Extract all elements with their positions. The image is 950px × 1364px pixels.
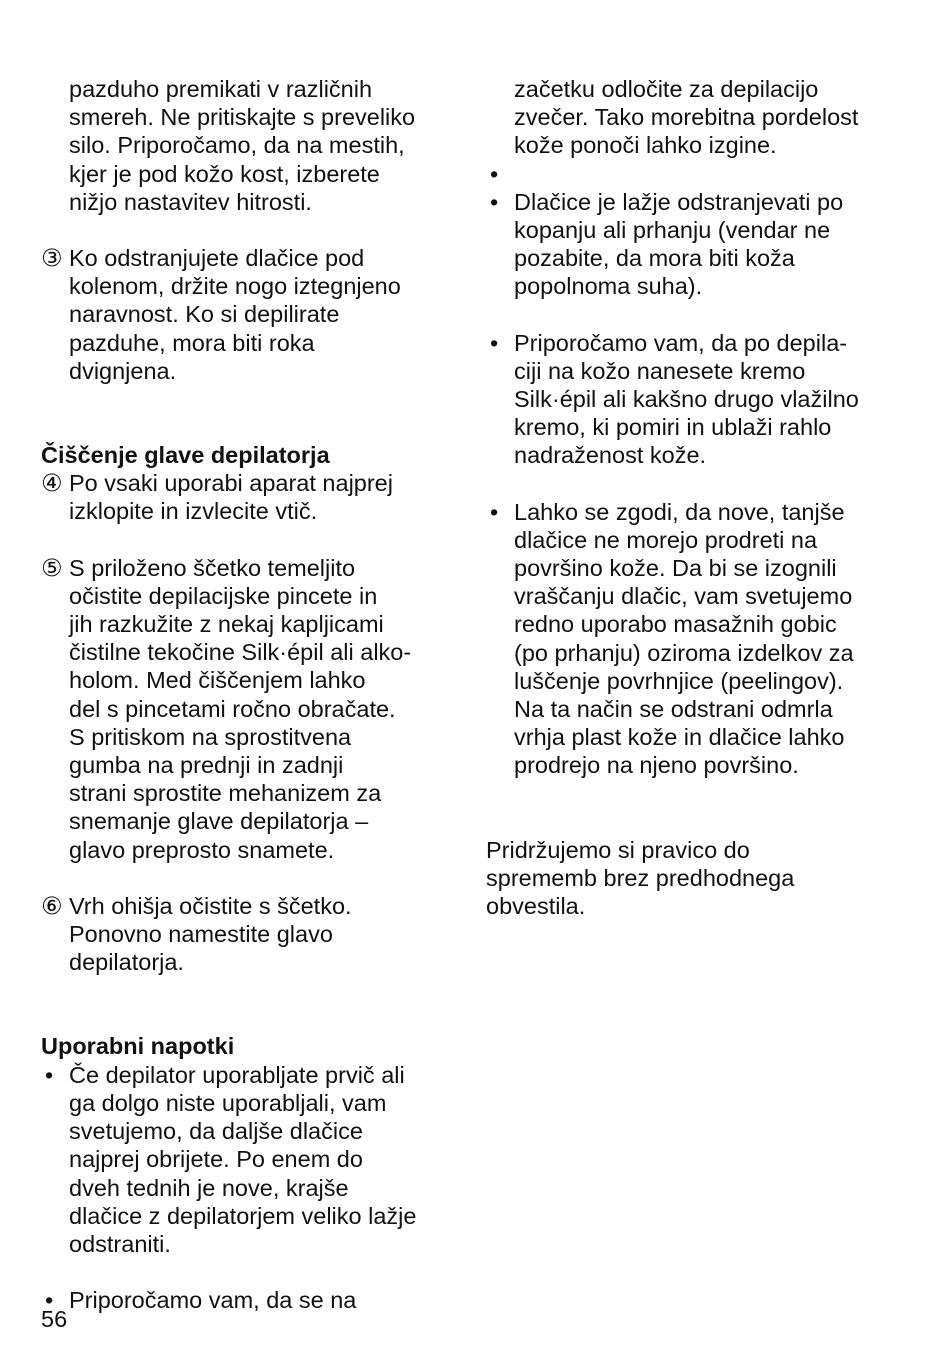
bullet-marker: • — [490, 160, 499, 187]
text-line: silo. Priporočamo, da na mestih, — [69, 132, 405, 159]
text-line: Na ta način se odstrani odmrla — [514, 696, 833, 723]
text-line: očistite depilacijske pincete in — [69, 582, 378, 609]
text-line: dveh tednih je nove, krajše — [69, 1174, 349, 1201]
text-line: kože ponoči lahko izgine. — [514, 132, 777, 159]
text-line: pazduho premikati v različnih — [69, 76, 373, 102]
text-line: najprej obrijete. Po enem do — [69, 1146, 363, 1173]
text-line: (po prhanju) oziroma izdelkov za — [514, 639, 854, 666]
bullet-marker: • — [490, 188, 499, 215]
text-line: vrhja plast kože in dlačice lahko — [514, 724, 845, 751]
bullet-marker: • — [45, 1061, 54, 1088]
continuation-paragraph — [486, 75, 906, 160]
text-line: del s pincetami ročno obračate. — [69, 695, 396, 722]
text-line: gumba na prednji in zadnji — [69, 752, 344, 779]
tips-heading: Uporabni napotki — [41, 1033, 235, 1060]
text-line: holom. Med čiščenjem lahko — [69, 667, 366, 694]
text-line: Vrh ohišja očistite s ščetko. — [69, 892, 352, 919]
text-line: naravnost. Ko si depilirate — [69, 301, 340, 328]
text-line: depilatorja. — [69, 949, 184, 976]
text-line: kremo, ki pomiri in ublaži rahlo — [514, 414, 832, 441]
bullet-marker: • — [490, 329, 499, 356]
bullet-marker: • — [45, 1287, 54, 1314]
text-line: snemanje glave depilatorja – — [69, 808, 369, 835]
text-line: obvestila. — [486, 893, 586, 920]
text-line: Pridržujemo si pravico do — [486, 836, 750, 863]
tip-2-paragraph — [41, 1286, 451, 1314]
text-line: popolnoma suha). — [514, 273, 703, 300]
text-line: kopanju ali prhanju (vendar ne — [514, 217, 831, 244]
text-line: dlačice z depilatorjem veliko lažje — [69, 1202, 417, 1229]
text-line: glavo preprosto snamete. — [69, 836, 335, 863]
right-column — [486, 75, 906, 920]
text-line: dvignjena. — [69, 357, 177, 384]
text-line: odstraniti. — [69, 1230, 171, 1257]
text-line: dlačice ne morejo prodreti na — [514, 526, 818, 553]
text-line: smereh. Ne pritiskajte s preveliko — [69, 104, 416, 131]
text-line: kolenom, držite nogo iztegnjeno — [69, 273, 401, 300]
text-line: pazduhe, mora biti roka — [69, 329, 315, 356]
step-4-paragraph — [41, 469, 451, 525]
empty-bullet-item — [486, 160, 906, 188]
text-line: zvečer. Tako morebitna pordelost — [514, 104, 859, 131]
step-4-marker: ④ — [41, 469, 63, 498]
tip-1-paragraph — [41, 1061, 451, 1258]
text-line: kjer je pod kožo kost, izberete — [69, 160, 380, 187]
text-line: Ko odstranjujete dlačice pod — [69, 245, 365, 272]
text-line: S pritiskom na sprostitvena — [69, 723, 352, 750]
step-6-marker: ⑥ — [41, 891, 63, 920]
step-5-paragraph — [41, 554, 451, 864]
text-line: Priporočamo vam, da se na — [69, 1287, 357, 1314]
text-line: površino kože. Da bi se izognili — [514, 555, 837, 582]
text-line: nižjo nastavitev hitrosti. — [69, 188, 312, 215]
text-line: čistilne tekočine Silk·épil ali alko- — [69, 639, 412, 666]
cleaning-heading: Čiščenje glave depilatorja — [41, 442, 330, 469]
text-line: svetujemo, da daljše dlačice — [69, 1118, 363, 1145]
text-line: nadraženost kože. — [514, 442, 707, 469]
text-line: začetku odločite za depilacijo — [514, 76, 819, 102]
text-line: Po vsaki uporabi aparat najprej — [69, 470, 393, 497]
step-6-paragraph — [41, 892, 451, 977]
text-line: sprememb brez predhodnega — [486, 864, 795, 891]
text-line: S priloženo ščetko temeljito — [69, 554, 356, 581]
text-line: strani sprostite mehanizem za — [69, 780, 382, 807]
text-line: luščenje povrhnjice (peelingov). — [514, 667, 844, 694]
step-3-paragraph — [41, 244, 451, 385]
text-line: jih razkužite z nekaj kapljicami — [69, 611, 384, 638]
tip-4-paragraph — [486, 329, 906, 470]
text-line: Lahko se zgodi, da nove, tanjše — [514, 498, 845, 525]
tip-3-paragraph — [486, 188, 906, 301]
step-5-marker: ⑤ — [41, 553, 63, 582]
intro-paragraph — [41, 75, 451, 216]
page-number: 56 — [41, 1306, 68, 1332]
text-line: ga dolgo niste uporabljali, vam — [69, 1089, 387, 1116]
text-line: vraščanju dlačic, vam svetujemo — [514, 583, 853, 610]
text-line: pozabite, da mora biti koža — [514, 245, 795, 272]
bullet-marker: • — [490, 498, 499, 525]
text-line: Priporočamo vam, da po depila- — [514, 329, 848, 356]
text-line: Silk·épil ali kakšno drugo vlažilno — [514, 386, 859, 413]
left-column — [41, 75, 451, 1314]
text-line: izklopite in izvlecite vtič. — [69, 498, 318, 525]
text-line: Če depilator uporabljate prvič ali — [69, 1061, 405, 1088]
text-line: Ponovno namestite glavo — [69, 921, 333, 948]
text-line: redno uporabo masažnih gobic — [514, 611, 837, 638]
step-3-marker: ③ — [41, 244, 63, 273]
text-line: Dlačice je lažje odstranjevati po — [514, 188, 844, 215]
text-line: prodrejo na njeno površino. — [514, 752, 799, 779]
tip-5-paragraph — [486, 498, 906, 780]
text-line: ciji na kožo nanesete kremo — [514, 357, 806, 384]
disclaimer-paragraph — [486, 836, 906, 921]
